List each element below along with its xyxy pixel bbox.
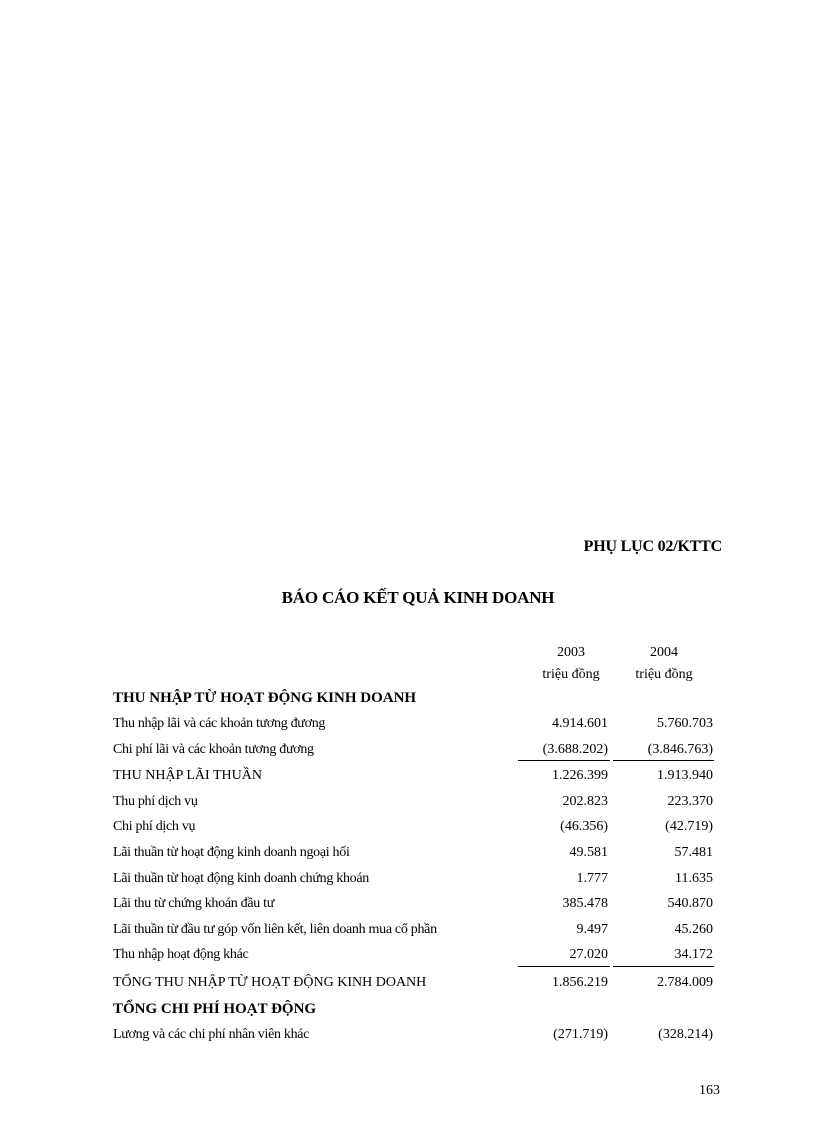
table-row [113, 868, 723, 890]
column-header-2003 [526, 642, 616, 686]
value-2003: (46.356) [560, 819, 608, 834]
row-label: THU NHẬP TỪ HOẠT ĐỘNG KINH DOANH [113, 690, 417, 706]
table-row [113, 919, 723, 941]
value-2003: 385.478 [562, 896, 608, 911]
row-label: Thu phí dịch vụ [113, 794, 198, 809]
row-label: Chi phí lãi và các khoản tương đương [113, 742, 314, 757]
value-2003: 4.914.601 [552, 716, 608, 731]
row-label: Lãi thuần từ hoạt động kinh doanh chứng khoán [113, 871, 369, 886]
subtotal-rule-2004 [613, 760, 714, 761]
value-2003: 27.020 [569, 947, 608, 962]
value-2004: 11.635 [675, 871, 713, 886]
column-unit: triệu đồng [635, 667, 693, 682]
subtotal-rule-2003 [518, 760, 610, 761]
table-row-subtotal [113, 765, 723, 787]
value-2004: (42.719) [665, 819, 713, 834]
appendix-label: PHỤ LỤC 02/KTTC [583, 538, 722, 555]
row-label: THU NHẬP LÃI THUẦN [113, 768, 262, 783]
value-2003: 1.777 [576, 871, 608, 886]
value-2004: 223.370 [667, 794, 713, 809]
value-2004: (3.846.763) [647, 742, 713, 757]
value-2004: 1.913.940 [657, 768, 713, 783]
table-row [113, 1024, 723, 1046]
report-title: BÁO CÁO KẾT QUẢ KINH DOANH [281, 588, 555, 607]
value-2004: 5.760.703 [657, 716, 713, 731]
value-2003: 1.856.219 [552, 975, 608, 990]
row-label: Thu nhập lãi và các khoản tương đương [113, 716, 326, 731]
row-label: Lương và các chi phí nhân viên khác [113, 1027, 310, 1042]
table-row [113, 944, 723, 966]
table-row [113, 713, 723, 735]
value-2004: 540.870 [667, 896, 713, 911]
section-heading-operating-income [113, 687, 723, 709]
value-2003: 202.823 [562, 794, 608, 809]
value-2003: 9.497 [576, 922, 608, 937]
value-2004: 34.172 [674, 947, 713, 962]
page-number: 163 [699, 1083, 720, 1098]
total-rule-2003 [518, 966, 610, 967]
table-row [113, 816, 723, 838]
total-rule-2004 [613, 966, 714, 967]
table-row [113, 842, 723, 864]
table-row-total [113, 972, 723, 994]
value-2003: 49.581 [569, 845, 608, 860]
value-2004: (328.214) [658, 1027, 713, 1042]
column-unit: triệu đồng [542, 667, 600, 682]
value-2004: 2.784.009 [657, 975, 713, 990]
row-label: Lãi thu từ chứng khoán đầu tư [113, 896, 275, 911]
value-2004: 57.481 [674, 845, 713, 860]
table-row [113, 791, 723, 813]
value-2003: (3.688.202) [542, 742, 608, 757]
row-label: Lãi thuần từ đầu tư góp vốn liên kết, liên doanh mua cổ phần [113, 922, 437, 937]
table-row [113, 893, 723, 915]
row-label: Lãi thuần từ hoạt động kinh doanh ngoại hối [113, 845, 350, 860]
section-heading-operating-expenses [113, 998, 723, 1020]
value-2003: 1.226.399 [552, 768, 608, 783]
row-label: Thu nhập hoạt động khác [113, 947, 249, 962]
column-year: 2004 [650, 645, 678, 660]
table-row [113, 739, 723, 761]
value-2003: (271.719) [553, 1027, 608, 1042]
column-header-2004 [619, 642, 709, 686]
row-label: Chi phí dịch vụ [113, 819, 196, 834]
column-year: 2003 [557, 645, 585, 660]
row-label: TỔNG CHI PHÍ HOẠT ĐỘNG [113, 1001, 317, 1017]
row-label: TỔNG THU NHẬP TỪ HOẠT ĐỘNG KINH DOANH [113, 975, 427, 990]
value-2004: 45.260 [674, 922, 713, 937]
